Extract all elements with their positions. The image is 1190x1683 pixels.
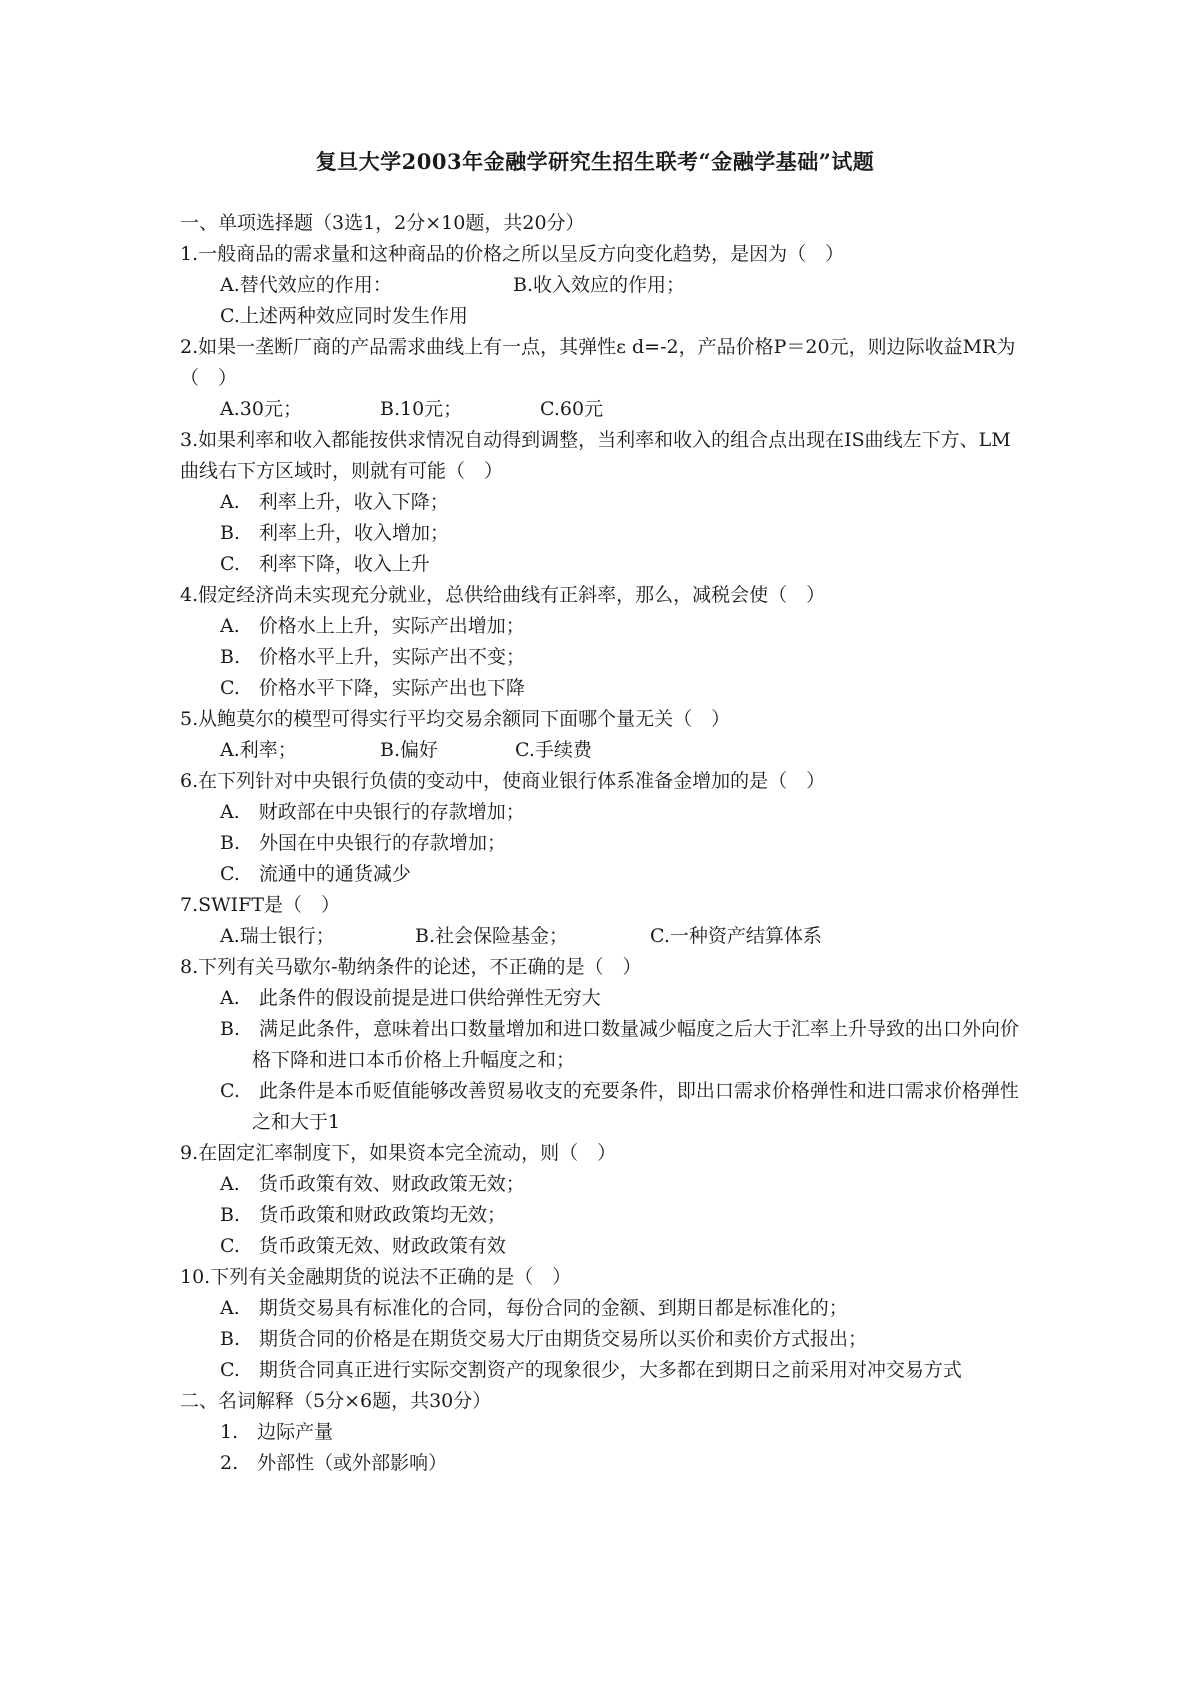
option: B. 利率上升，收入增加； bbox=[220, 522, 450, 544]
section-heading: 一、单项选择题（3选1，2分×10题，共20分） bbox=[180, 212, 585, 234]
option: B.社会保险基金； bbox=[415, 925, 569, 947]
exam-content bbox=[180, 208, 1020, 1479]
option: B.偏好 bbox=[380, 739, 439, 761]
question-stem: 10.下列有关金融期货的说法不正确的是（ ） bbox=[180, 1266, 572, 1288]
option: A.利率； bbox=[220, 739, 297, 761]
option: A.30元； bbox=[220, 398, 302, 420]
option: C. 货币政策无效、财政政策有效 bbox=[220, 1235, 506, 1257]
question-stem: 2.如果一垄断厂商的产品需求曲线上有一点，其弹性ε d=-2，产品价格P＝20元，则边际收益MR为（ ） bbox=[180, 336, 1016, 389]
option: C.一种资产结算体系 bbox=[650, 925, 822, 947]
options-row bbox=[180, 921, 1020, 952]
options-row bbox=[180, 735, 1020, 766]
option: B. 价格水平上升，实际产出不变； bbox=[220, 646, 526, 668]
option: B.收入效应的作用； bbox=[513, 274, 686, 296]
section-heading: 二、名词解释（5分×6题，共30分） bbox=[180, 1390, 492, 1412]
option: B. 货币政策和财政政策均无效； bbox=[220, 1204, 507, 1226]
options-row bbox=[180, 394, 1020, 425]
option: C. 期货合同真正进行实际交割资产的现象很少，大多都在到期日之前采用对冲交易方式 bbox=[220, 1359, 962, 1381]
question-stem: 6.在下列针对中央银行负债的变动中，使商业银行体系准备金增加的是（ ） bbox=[180, 770, 826, 792]
option: C. 利率下降，收入上升 bbox=[220, 553, 430, 575]
question-stem: 9.在固定汇率制度下，如果资本完全流动，则（ ） bbox=[180, 1142, 617, 1164]
list-item: 2. 外部性（或外部影响） bbox=[220, 1452, 448, 1474]
option: C. 价格水平下降，实际产出也下降 bbox=[220, 677, 525, 699]
option: C.60元 bbox=[540, 398, 604, 420]
option: C.手续费 bbox=[515, 739, 592, 761]
option: B. 满足此条件，意味着出口数量增加和进口数量减少幅度之后大于汇率上升导致的出口外向价格下降和进口本币价格上升幅度之和； bbox=[220, 1018, 1020, 1071]
option: C. 流通中的通货减少 bbox=[220, 863, 411, 885]
option: A.替代效应的作用： bbox=[220, 274, 392, 296]
list-item: 1. 边际产量 bbox=[220, 1421, 334, 1443]
option: C. 此条件是本币贬值能够改善贸易收支的充要条件，即出口需求价格弹性和进口需求价格弹性之和大于1 bbox=[220, 1080, 1019, 1133]
question-stem: 8.下列有关马歇尔-勒纳条件的论述，不正确的是（ ） bbox=[180, 956, 642, 978]
option: A. 利率上升，收入下降； bbox=[220, 491, 449, 513]
question-stem: 7.SWIFT是（ ） bbox=[180, 894, 341, 916]
question-stem: 5.从鲍莫尔的模型可得实行平均交易余额同下面哪个量无关（ ） bbox=[180, 708, 731, 730]
option: B. 期货合同的价格是在期货交易大厅由期货交易所以买价和卖价方式报出； bbox=[220, 1328, 868, 1350]
page-title: 复旦大学2003年金融学研究生招生联考“金融学基础”试题 bbox=[315, 149, 875, 174]
option: C.上述两种效应同时发生作用 bbox=[220, 305, 468, 327]
option: A.瑞士银行； bbox=[220, 925, 335, 947]
option: A. 此条件的假设前提是进口供给弹性无穷大 bbox=[220, 987, 601, 1009]
option: B.10元； bbox=[380, 398, 463, 420]
question-stem: 3.如果利率和收入都能按供求情况自动得到调整，当利率和收入的组合点出现在IS曲线左下方、LM曲线右下方区域时，则就有可能（ ） bbox=[180, 429, 1011, 482]
options-row bbox=[180, 270, 1020, 301]
option: A. 期货交易具有标准化的合同，每份合同的金额、到期日都是标准化的； bbox=[220, 1297, 848, 1319]
question-stem: 4.假定经济尚未实现充分就业，总供给曲线有正斜率，那么，减税会使（ ） bbox=[180, 584, 826, 606]
option: B. 外国在中央银行的存款增加； bbox=[220, 832, 507, 854]
option: A. 货币政策有效、财政政策无效； bbox=[220, 1173, 525, 1195]
option: A. 价格水上上升，实际产出增加； bbox=[220, 615, 525, 637]
question-stem: 1.一般商品的需求量和这种商品的价格之所以呈反方向变化趋势，是因为（ ） bbox=[180, 243, 845, 265]
option: A. 财政部在中央银行的存款增加； bbox=[220, 801, 525, 823]
